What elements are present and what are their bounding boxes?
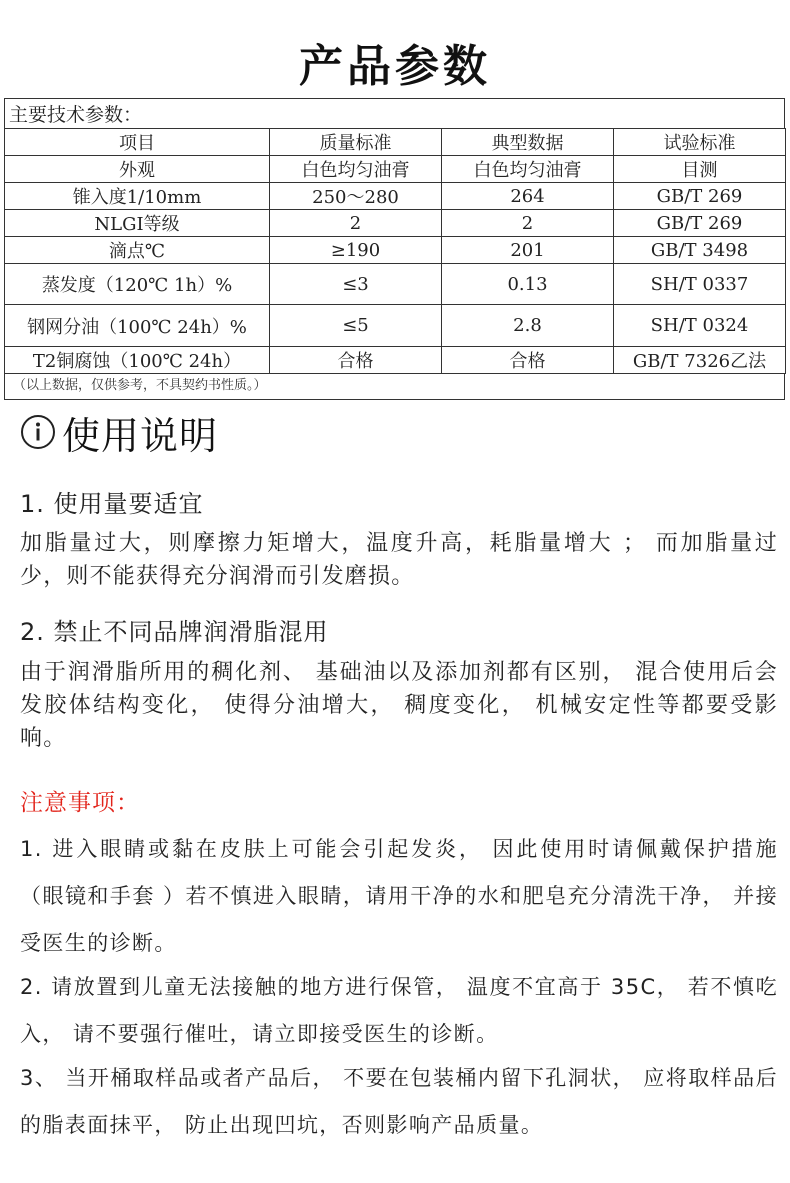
usage-heading — [20, 404, 218, 460]
table-cell: 合格 — [442, 347, 614, 374]
table-cell: 2 — [270, 210, 442, 237]
table-row — [5, 264, 786, 305]
column-header: 试验标准 — [614, 129, 786, 156]
table-row — [5, 156, 786, 183]
table-row — [5, 347, 786, 374]
table-disclaimer: （以上数据，仅供参考，不具契约书性质。） — [4, 374, 785, 400]
usage-item-2-title: 2. 禁止不同品牌润滑脂混用 — [20, 618, 329, 646]
table-cell: ≤5 — [270, 305, 442, 347]
table-row — [5, 210, 786, 237]
table-header-row — [5, 129, 786, 156]
table-cell: NLGI等级 — [5, 210, 270, 237]
notice-title: 注意事项： — [20, 790, 140, 816]
spec-table-block — [4, 98, 785, 400]
column-header: 项目 — [5, 129, 270, 156]
table-row — [5, 305, 786, 347]
column-header: 典型数据 — [442, 129, 614, 156]
info-icon — [20, 414, 56, 450]
usage-item-1-title: 1. 使用量要适宜 — [20, 490, 204, 518]
table-row — [5, 237, 786, 264]
table-cell: T2铜腐蚀（100℃ 24h） — [5, 347, 270, 374]
table-cell: 0.13 — [442, 264, 614, 305]
table-cell: GB/T 269 — [614, 210, 786, 237]
table-cell: 白色均匀油膏 — [270, 156, 442, 183]
table-cell: 滴点℃ — [5, 237, 270, 264]
table-row — [5, 183, 786, 210]
notice-item-1: 1. 进入眼睛或黏在皮肤上可能会引起发炎， 因此使用时请佩戴保护措施 （眼镜和手套 ）若不慎进入眼睛，请用干净的水和肥皂充分清洗干净， 并接受医生的诊断。 — [20, 837, 778, 955]
notice-item-3: 3、 当开桶取样品或者产品后， 不要在包装桶内留下孔洞状， 应将取样品后的脂表面抹平， 防止出现凹坑，否则影响产品质量。 — [20, 1066, 778, 1137]
usage-item-2-text: 由于润滑脂所用的稠化剂、 基础油以及添加剂都有区别， 混合使用后会发胶体结构变化， 使得分油增大， 稠度变化， 机械安定性等都要受影响。 — [20, 660, 778, 751]
table-cell: GB/T 7326乙法 — [614, 347, 786, 374]
usage-title: 使用说明 — [62, 413, 219, 458]
table-cell: 白色均匀油膏 — [442, 156, 614, 183]
notice-item-2: 2. 请放置到儿童无法接触的地方进行保管， 温度不宜高于 35C， 若不慎吃入， 请不要强行催吐，请立即接受医生的诊断。 — [20, 975, 778, 1046]
table-cell: ≤3 — [270, 264, 442, 305]
usage-item-1-text: 加脂量过大，则摩擦力矩增大，温度升高，耗脂量增大 ； 而加脂量过少，则不能获得充分润滑而引发磨损。 — [20, 531, 778, 589]
table-cell: 目测 — [614, 156, 786, 183]
table-cell: 合格 — [270, 347, 442, 374]
table-cell: 钢网分油（100℃ 24h）% — [5, 305, 270, 347]
column-header: 质量标准 — [270, 129, 442, 156]
table-cell: 201 — [442, 237, 614, 264]
table-cell: ≥190 — [270, 237, 442, 264]
table-cell: SH/T 0337 — [614, 264, 786, 305]
table-cell: GB/T 3498 — [614, 237, 786, 264]
spec-table-caption: 主要技术参数： — [4, 98, 785, 128]
table-cell: 锥入度1/10mm — [5, 183, 270, 210]
table-cell: 外观 — [5, 156, 270, 183]
table-cell: SH/T 0324 — [614, 305, 786, 347]
table-cell: GB/T 269 — [614, 183, 786, 210]
spec-table — [4, 128, 786, 374]
page-title: 产品参数 — [299, 41, 491, 92]
table-cell: 264 — [442, 183, 614, 210]
table-cell: 蒸发度（120℃ 1h）% — [5, 264, 270, 305]
table-cell: 2.8 — [442, 305, 614, 347]
table-cell: 250～280 — [270, 183, 442, 210]
table-cell: 2 — [442, 210, 614, 237]
